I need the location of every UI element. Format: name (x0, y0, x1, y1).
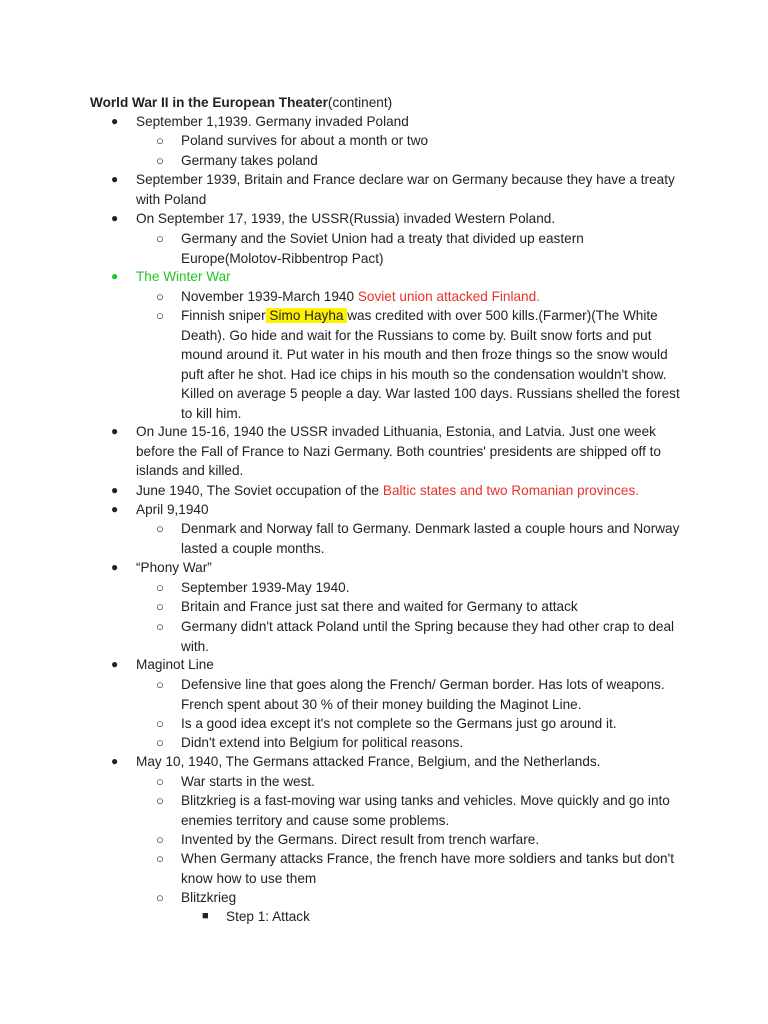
bullet-marker: ○ (156, 735, 164, 750)
bullet-marker: ■ (202, 910, 209, 922)
item-text: Step 1: Attack (226, 909, 310, 924)
list-item (156, 131, 686, 151)
highlighted-text: Simo Hayha (265, 308, 348, 323)
item-text: Maginot Line (136, 657, 214, 672)
bullet-marker: ● (111, 560, 119, 574)
item-text: April 9,1940 (136, 502, 209, 517)
list-item (111, 422, 681, 481)
bullet-marker: ● (111, 657, 119, 671)
list-item (156, 306, 686, 423)
bullet-marker: ○ (156, 153, 164, 168)
list-item (111, 500, 681, 520)
item-text: Is a good idea except it's not complete so the Germans just go around it. (181, 716, 617, 731)
list-item (156, 791, 686, 830)
bullet-marker: ● (111, 483, 119, 497)
item-text: September 1939, Britain and France declare war on Germany because they have a treaty with Poland (136, 172, 675, 207)
bullet-marker: ○ (156, 774, 164, 789)
title-text: World War II in the European Theater (90, 95, 328, 110)
bullet-marker: ○ (156, 832, 164, 847)
list-item (156, 617, 686, 656)
bullet-marker: ○ (156, 619, 164, 634)
item-text: Britain and France just sat there and waited for Germany to attack (181, 599, 578, 614)
list-item (156, 714, 686, 734)
list-item (111, 209, 681, 229)
green-text: The Winter War (136, 269, 231, 284)
list-item (156, 733, 686, 753)
list-item (156, 772, 686, 792)
bullet-marker: ○ (156, 599, 164, 614)
bullet-marker: ○ (156, 133, 164, 148)
bullet-marker: ● (111, 114, 119, 128)
bullet-marker: ○ (156, 677, 164, 692)
list-item (111, 558, 681, 578)
red-text: Baltic states and two Romanian provinces. (382, 483, 640, 498)
list-item (156, 287, 686, 307)
list-item (156, 888, 686, 908)
item-text: September 1,1939. Germany invaded Poland (136, 114, 409, 129)
item-text: Poland survives for about a month or two (181, 133, 429, 148)
bullet-marker: ○ (156, 793, 164, 808)
list-item (156, 151, 686, 171)
bullet-marker: ○ (156, 580, 164, 595)
item-text: Germany takes poland (181, 153, 318, 168)
bullet-marker: ○ (156, 308, 164, 323)
list-item (111, 655, 681, 675)
bullet-marker: ○ (156, 851, 164, 866)
item-text: Denmark and Norway fall to Germany. Denmark lasted a couple hours and Norway lasted a couple months. (181, 521, 680, 556)
item-text: November 1939-March 1940 (181, 289, 358, 304)
item-text: May 10, 1940, The Germans attacked France, Belgium, and the Netherlands. (136, 754, 601, 769)
item-text: Didn't extend into Belgium for political reasons. (181, 735, 464, 750)
item-text: On September 17, 1939, the USSR(Russia) invaded Western Poland. (136, 211, 556, 226)
item-text: Finnish sniper (181, 308, 266, 323)
item-text: was credited with over 500 kills.(Farmer)(The White Death). Go hide and wait for the Russians to come by. Built snow forts and put mound around it. Put water in his mouth and then froze things so the snow would puft after he shot. Had ice chips in his mouth so the condensation wouldn't show. Killed on average 5 people a day. War lasted 100 days. Russians shelled the forest to kill him. (181, 308, 680, 421)
item-text: “Phony War” (136, 560, 212, 575)
bullet-marker: ○ (156, 289, 164, 304)
list-item (156, 597, 686, 617)
list-item (111, 752, 681, 772)
bullet-marker: ○ (156, 231, 164, 246)
bullet-marker: ○ (156, 716, 164, 731)
list-item (111, 481, 681, 501)
bullet-marker: ● (111, 211, 119, 225)
bullet-marker: ● (111, 502, 119, 516)
item-text: Germany didn't attack Poland until the Spring because they had other crap to deal with. (181, 619, 675, 654)
item-text: When Germany attacks France, the french have more soldiers and tanks but don't know how to use them (181, 851, 674, 886)
list-item (202, 907, 686, 927)
bullet-marker: ● (111, 172, 119, 186)
item-text: Blitzkrieg is a fast-moving war using tanks and vehicles. Move quickly and go into enemies territory and cause some problems. (181, 793, 670, 828)
list-item (111, 170, 681, 209)
list-item (156, 519, 686, 558)
list-item (156, 849, 686, 888)
item-text: Blitzkrieg (181, 890, 237, 905)
item-text: Invented by the Germans. Direct result from trench warfare. (181, 832, 540, 847)
red-text: Soviet union attacked Finland. (357, 289, 540, 304)
title-suffix: (continent) (327, 95, 393, 110)
item-text: June 1940, The Soviet occupation of the (136, 483, 383, 498)
list-item (156, 578, 686, 598)
item-text: War starts in the west. (181, 774, 315, 789)
list-item (156, 830, 686, 850)
bullet-marker: ● (111, 424, 119, 438)
item-text: Defensive line that goes along the French/ German border. Has lots of weapons. French spent about 30 % of their money building the Maginot Line. (181, 677, 665, 712)
list-item (156, 229, 686, 268)
bullet-marker: ● (111, 269, 119, 283)
list-item (111, 112, 681, 132)
document-title (90, 93, 392, 113)
bullet-marker: ● (111, 754, 119, 768)
list-item (156, 675, 686, 714)
bullet-marker: ○ (156, 890, 164, 905)
bullet-marker: ○ (156, 521, 164, 536)
item-text: September 1939-May 1940. (181, 580, 350, 595)
item-text: Germany and the Soviet Union had a treaty that divided up eastern Europe(Molotov-Ribbentrop Pact) (181, 231, 584, 266)
list-item (111, 267, 681, 287)
item-text: On June 15-16, 1940 the USSR invaded Lithuania, Estonia, and Latvia. Just one week before the Fall of France to Nazi Germany. Both countries' presidents are shipped off to islands and killed. (136, 424, 661, 478)
